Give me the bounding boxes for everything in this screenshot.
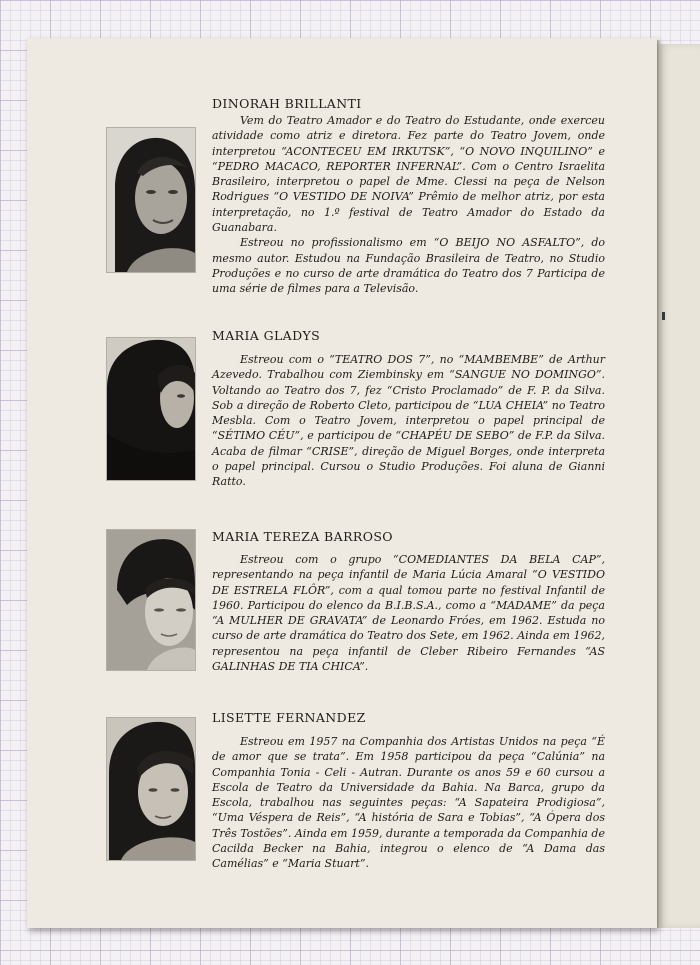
actor-biography — [212, 734, 605, 872]
actor-biography — [212, 552, 605, 674]
actor-name: MARIA GLADYS — [212, 328, 321, 343]
ink-mark — [662, 312, 665, 320]
facing-page-edge — [657, 44, 700, 928]
actor-biography — [212, 352, 605, 490]
portrait-photo — [107, 718, 195, 860]
portrait-photo — [107, 338, 195, 480]
bio-paragraph: Estreou no profissionalismo em “O BEIJO NO ASFALTO”, do mesmo autor. Estudou na Fundação Brasileira de Teatro, no Studio Produções e no curso de arte dramática do Teatro dos 7 Participa de uma série de filmes para a Televisão. — [212, 236, 605, 296]
actor-name: LISETTE FERNANDEZ — [212, 710, 366, 725]
program-page — [27, 38, 657, 928]
bio-paragraph: Vem do Teatro Amador e do Teatro do Estudante, onde exerceu atividade como atriz e diretora. Fez parte do Teatro Jovem, onde interpretou “ACONTECEU EM IRKUTSK”, “O NOVO INQUILINO” e “PEDRO MACACO, REPORTER INFERNAL”. Com o Centro Israelita Brasileiro, interpretou o papel de Mme. Clessi na peça de Nelson Rodrigues “O VESTIDO DE NOIVA” Prêmio de melhor atriz, por esta interpretação, no 1.º festival de Teatro Amador do Estado da Guanabara. — [212, 114, 605, 235]
actor-biography — [212, 113, 605, 297]
portrait-photo — [107, 530, 195, 670]
bio-paragraph: Estreou com o grupo “COMEDIANTES DA BELA CAP”, representando na peça infantil de Maria Lúcia Amaral “O VESTIDO DE ESTRELA FLÔR”, com a qual tomou parte no festival Infantil de 1960. Participou do elenco da B.I.B.S.A., como a “MADAME” da peça “A MULHER DE GRAVATA” de Leonardo Fróes, em 1962. Estuda no curso de arte dramática do Teatro dos Sete, em 1962. Ainda em 1962, representou na peça infantil de Cleber Ribeiro Fernandes “AS GALINHAS DE TIA CHICA”. — [212, 553, 605, 674]
actor-name: DINORAH BRILLANTI — [212, 96, 362, 111]
page-spine-shadow — [657, 40, 660, 928]
bio-paragraph: Estreou em 1957 na Companhia dos Artistas Unidos na peça “É de amor que se trata”. Em 1958 participou da peça “Calúnia” na Companhia Tonia - Celi - Autran. Durante os anos 59 e 60 cursou a Escola de Teatro da Universidade da Bahia. Na Barca, grupo da Escola, trabalhou nas seguintes peças: “A Sapateira Prodigiosa”, “Uma Véspera de Reis”, “A história de Sara e Tobias”, “A Ópera dos Três Tostões”. Ainda em 1959, durante a temporada da Companhia de Cacilda Becker na Bahia, integrou o elenco de “A Dama das Camélias” e “Maria Stuart”. — [212, 735, 605, 871]
portrait-photo — [107, 128, 195, 272]
actor-name: MARIA TEREZA BARROSO — [212, 529, 393, 544]
bio-paragraph: Estreou com o “TEATRO DOS 7”, no “MAMBEMBE” de Arthur Azevedo. Trabalhou com Ziembinsky em “SANGUE NO DOMINGO”. Voltando ao Teatro dos 7, fez “Cristo Proclamado” de F. P. da Silva. Sob a direção de Roberto Cleto, participou de “LUA CHEIA” no Teatro Mesbla. Com o Teatro Jovem, interpretou o papel principal de “SÉTIMO CÉU”, e participou de “CHAPÉU DE SEBO” de F.P. da Silva. Acaba de filmar “CRISE”, direção de Miguel Borges, onde interpreta o papel principal. Cursou o Studio Produções. Foi aluna de Gianni Ratto. — [212, 353, 605, 489]
